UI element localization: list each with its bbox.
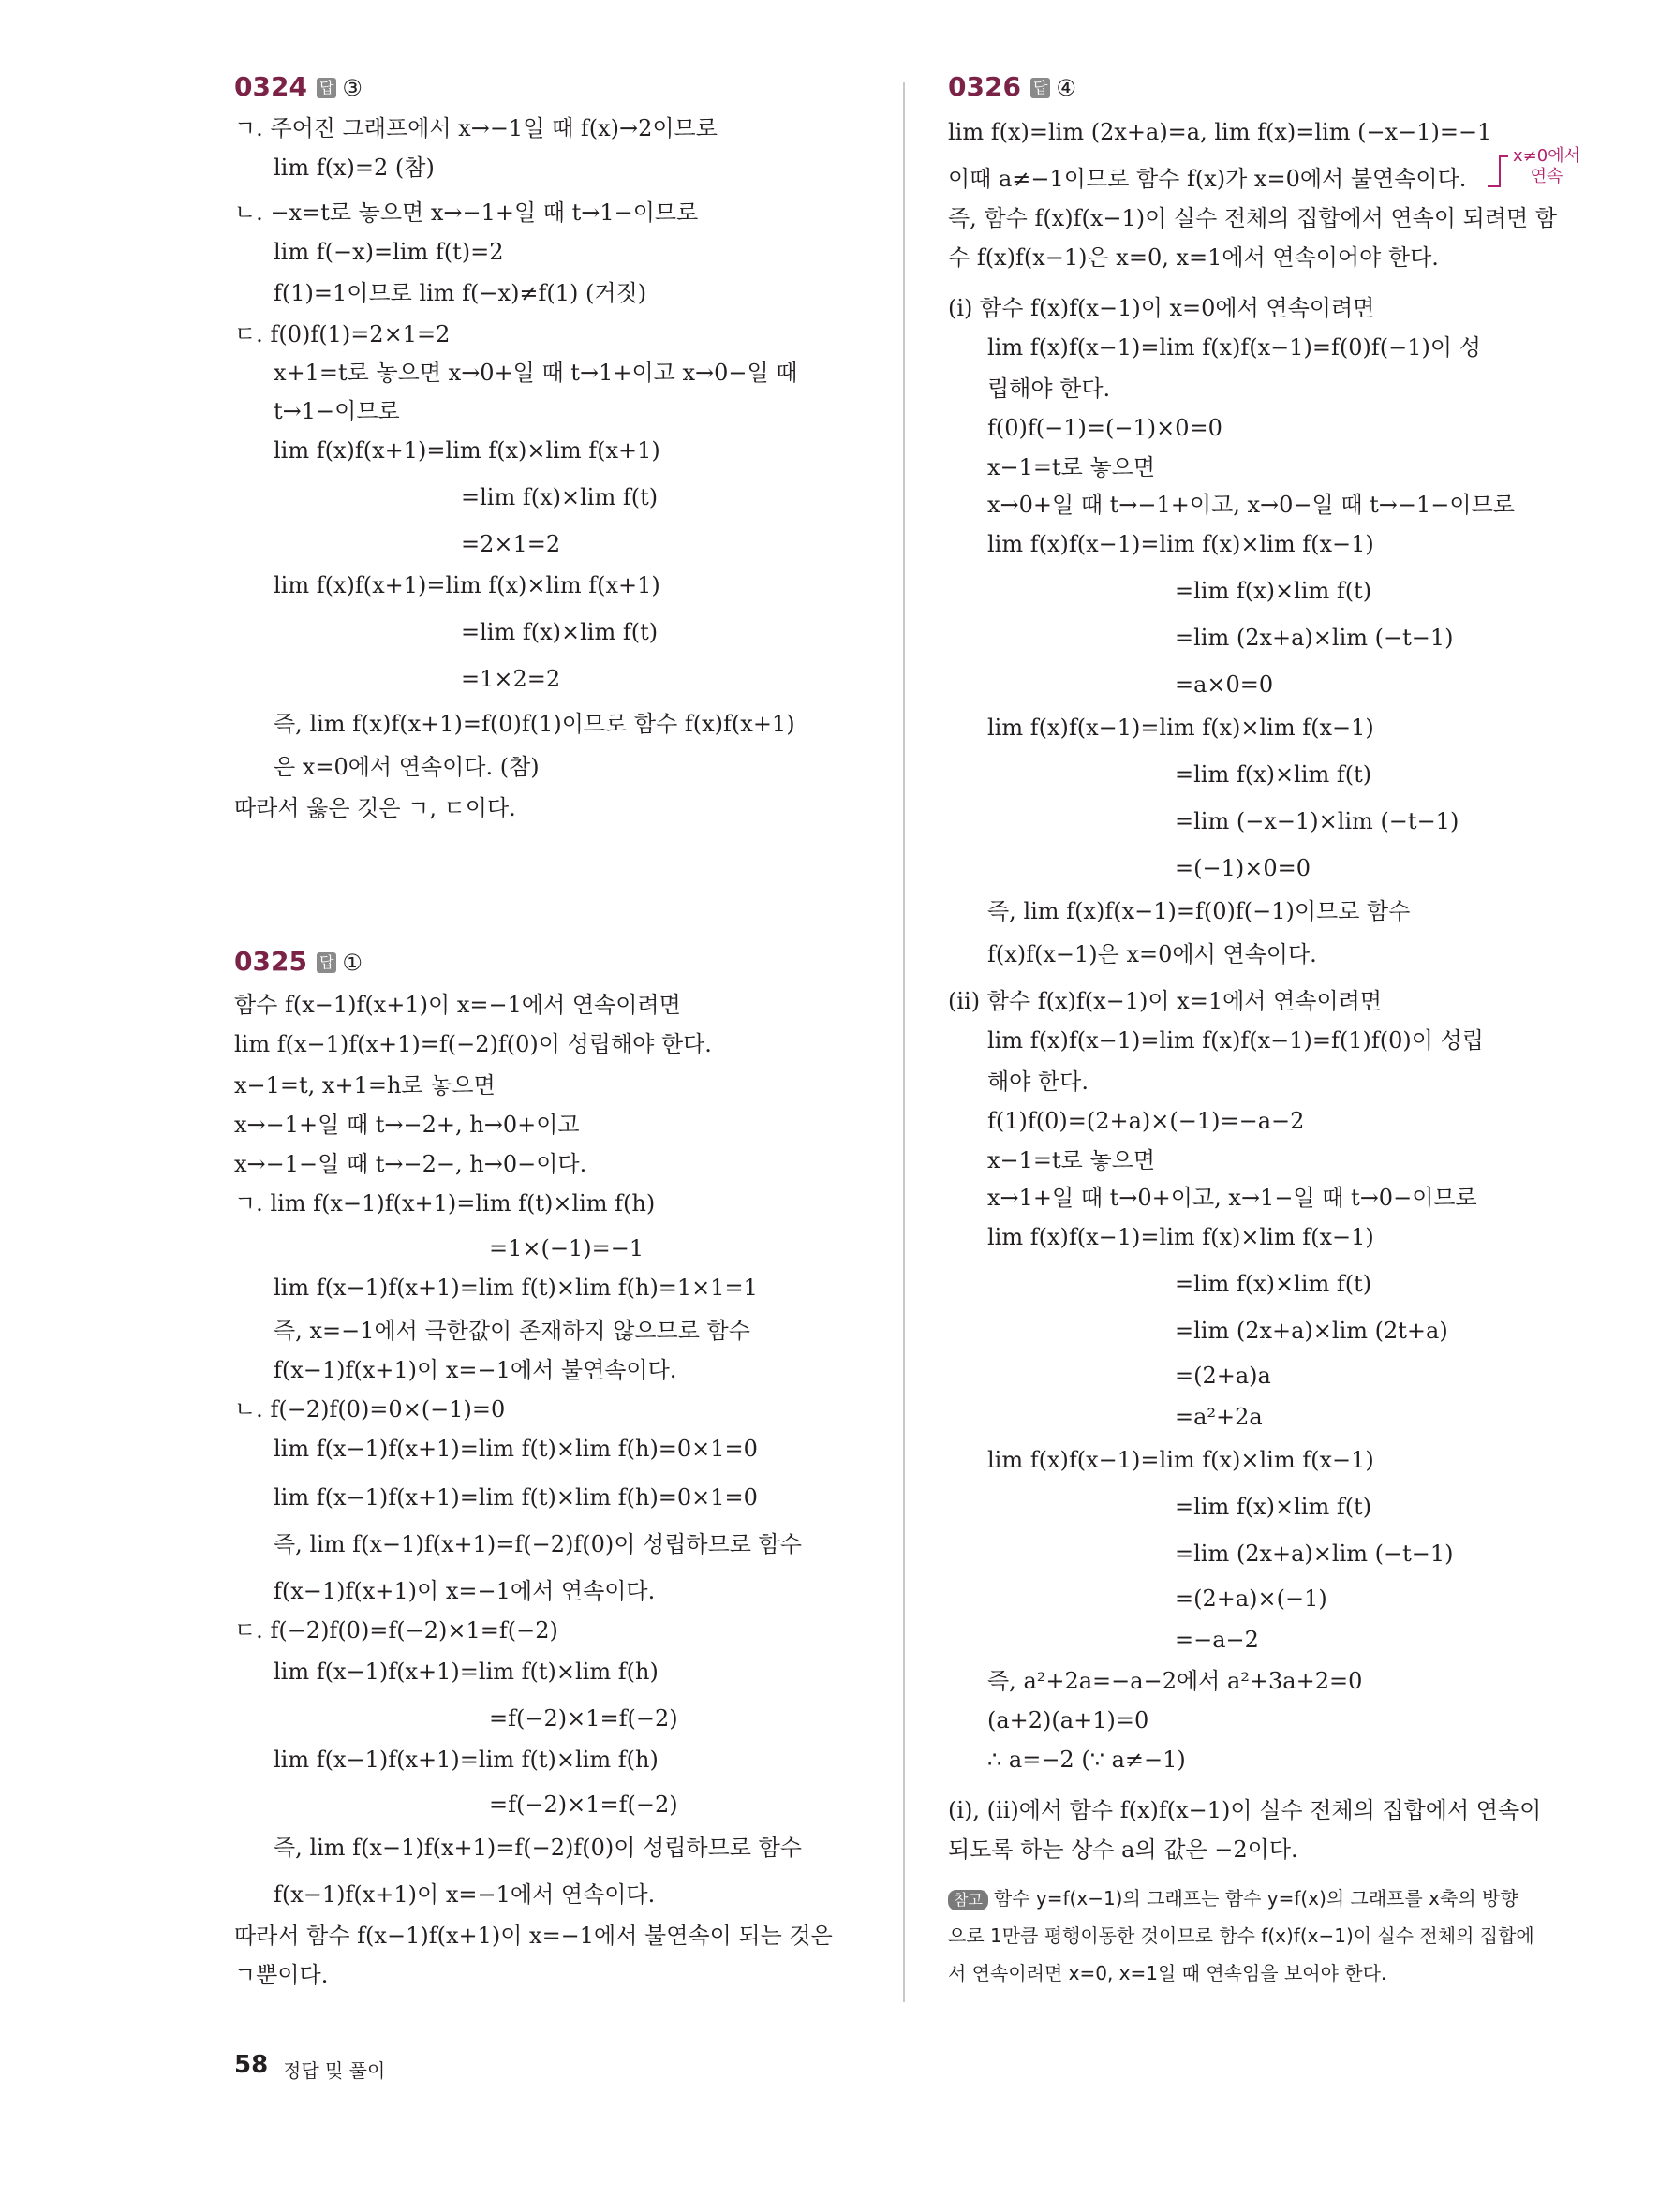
solution-line: =lim (2x+a)×lim (2t+a) — [1175, 1318, 1448, 1344]
answer-badge-icon: 답 — [317, 952, 336, 973]
q0324-number: 0324 — [234, 71, 307, 102]
section-title: 정답 및 풀이 — [283, 2059, 386, 2082]
solution-line: =a²+2a — [1175, 1404, 1263, 1430]
solution-line: f(x−1)f(x+1)이 x=−1에서 불연속이다. — [274, 1357, 677, 1383]
solution-line: =lim f(x)×lim f(t) — [461, 484, 659, 510]
solution-line: x−1=t로 놓으면 — [987, 1147, 1156, 1173]
solution-line: f(0)f(−1)=(−1)×0=0 — [987, 415, 1222, 441]
solution-line: (ⅱ) 함수 f(x)f(x−1)이 x=1에서 연속이려면 — [948, 988, 1383, 1014]
solution-line: lim f(x−1)f(x+1)=lim f(t)×lim f(h)=1×1=1 — [274, 1275, 758, 1301]
solution-line: =2×1=2 — [461, 531, 561, 557]
solution-line: 따라서 함수 f(x−1)f(x+1)이 x=−1에서 불연속이 되는 것은 — [234, 1923, 833, 1949]
solution-line: x+1=t로 놓으면 x→0+일 때 t→1+이고 x→0−일 때 — [274, 360, 798, 386]
q0325-answer: ① — [342, 950, 363, 976]
solution-line: lim f(x−1)f(x+1)=lim f(t)×lim f(h)=0×1=0 — [274, 1484, 758, 1511]
solution-line: ㄱ. 주어진 그래프에서 x→−1일 때 f(x)→2이므로 — [234, 115, 718, 141]
solution-line: (ⅰ), (ⅱ)에서 함수 f(x)f(x−1)이 실수 전체의 집합에서 연속이 — [948, 1797, 1542, 1823]
solution-line: 은 x=0에서 연속이다. (참) — [274, 754, 540, 780]
solution-line: ∴ a=−2 (∵ a≠−1) — [987, 1747, 1186, 1773]
reference-note-line — [948, 1884, 1518, 1912]
solution-line: 함수 f(x−1)f(x+1)이 x=−1에서 연속이려면 — [234, 992, 681, 1018]
solution-line: =a×0=0 — [1175, 671, 1274, 698]
solution-line: =lim f(x)×lim f(t) — [1175, 578, 1372, 604]
solution-line: =lim f(x)×lim f(t) — [1175, 761, 1372, 788]
q0326-header — [948, 73, 1076, 102]
solution-line: (a+2)(a+1)=0 — [987, 1707, 1149, 1733]
solution-line: 되도록 하는 상수 a의 값은 −2이다. — [948, 1836, 1298, 1863]
solution-line: lim f(x)f(x+1)=lim f(x)×lim f(x+1) — [274, 437, 660, 464]
solution-line: f(x−1)f(x+1)이 x=−1에서 연속이다. — [274, 1578, 656, 1604]
callout-arrow-icon — [1499, 155, 1508, 157]
solution-line: x−1=t로 놓으면 — [987, 454, 1156, 480]
answer-badge-icon: 답 — [1030, 78, 1050, 98]
solution-line: =(−1)×0=0 — [1175, 855, 1311, 881]
solution-line: lim f(x−1)f(x+1)=lim f(t)×lim f(h)=0×1=0 — [274, 1436, 758, 1462]
solution-line: t→1−이므로 — [274, 398, 400, 424]
solution-line: lim f(x)f(x−1)=lim f(x)f(x−1)=f(1)f(0)이 성립 — [987, 1027, 1484, 1054]
reference-note-line: 으로 1만큼 평행이동한 것이므로 함수 f(x)f(x−1)이 실수 전체의 집합에 — [948, 1924, 1534, 1947]
reference-note-line: 서 연속이려면 x=0, x=1일 때 연속임을 보여야 한다. — [948, 1962, 1387, 1984]
solution-line: =lim f(x)×lim f(t) — [1175, 1494, 1372, 1520]
solution-line: =1×2=2 — [461, 666, 561, 692]
callout-line: x≠0에서 — [1513, 146, 1580, 166]
q0326-answer: ④ — [1056, 75, 1076, 101]
solution-line: =f(−2)×1=f(−2) — [489, 1705, 678, 1732]
solution-line: f(x−1)f(x+1)이 x=−1에서 연속이다. — [274, 1881, 656, 1908]
solution-line: ㄷ. f(0)f(1)=2×1=2 — [234, 321, 451, 347]
solution-line: f(1)f(0)=(2+a)×(−1)=−a−2 — [987, 1108, 1305, 1134]
solution-line: f(x)f(x−1)은 x=0에서 연속이다. — [987, 941, 1317, 967]
callout-text — [1512, 146, 1581, 187]
solution-line: (ⅰ) 함수 f(x)f(x−1)이 x=0에서 연속이려면 — [948, 295, 1375, 321]
solution-line: lim f(x)f(x−1)=lim f(x)×lim f(x−1) — [987, 1224, 1374, 1250]
solution-line: 즉, 함수 f(x)f(x−1)이 실수 전체의 집합에서 연속이 되려면 함 — [948, 205, 1558, 231]
q0326-number: 0326 — [948, 71, 1021, 102]
solution-line: 해야 한다. — [987, 1069, 1089, 1095]
column-divider — [903, 82, 905, 2002]
solution-line: 수 f(x)f(x−1)은 x=0, x=1에서 연속이어야 한다. — [948, 244, 1439, 271]
solution-line: x→−1−일 때 t→−2−, h→0−이다. — [234, 1151, 587, 1177]
solution-line: =lim (2x+a)×lim (−t−1) — [1175, 625, 1454, 651]
solution-line: lim f(x−1)f(x+1)=lim f(t)×lim f(h) — [274, 1747, 659, 1773]
q0324-answer: ③ — [342, 75, 363, 101]
solution-line: =lim f(x)×lim f(t) — [1175, 1271, 1372, 1297]
solution-line: =lim (2x+a)×lim (−t−1) — [1175, 1541, 1454, 1567]
solution-line: lim f(x−1)f(x+1)=lim f(t)×lim f(h) — [274, 1659, 659, 1685]
solution-line: x−1=t, x+1=h로 놓으면 — [234, 1072, 496, 1099]
solution-line: ㄱ뿐이다. — [234, 1962, 329, 1988]
solution-line: f(1)=1이므로 lim f(−x)≠f(1) (거짓) — [274, 280, 647, 306]
solution-line: lim f(x)f(x−1)=lim f(x)×lim f(x−1) — [987, 715, 1374, 741]
page-number: 58 — [234, 2051, 269, 2079]
solution-line: lim f(x)=2 (참) — [274, 155, 435, 181]
q0325-header — [234, 948, 363, 977]
solution-line: lim f(x−1)f(x+1)=f(−2)f(0)이 성립해야 한다. — [234, 1031, 712, 1057]
solution-line: =1×(−1)=−1 — [489, 1235, 644, 1261]
solution-line: lim f(x)f(x+1)=lim f(x)×lim f(x+1) — [274, 572, 660, 598]
q0324-header — [234, 73, 363, 102]
solution-line: ㄴ. f(−2)f(0)=0×(−1)=0 — [234, 1396, 506, 1423]
solution-line: ㄱ. lim f(x−1)f(x+1)=lim f(t)×lim f(h) — [234, 1190, 656, 1217]
solution-line: =(2+a)×(−1) — [1175, 1585, 1327, 1612]
solution-line: x→0+일 때 t→−1+이고, x→0−일 때 t→−1−이므로 — [987, 492, 1515, 518]
solution-line: =−a−2 — [1175, 1627, 1259, 1653]
solution-line: 즉, lim f(x)f(x−1)=f(0)f(−1)이므로 함수 — [987, 898, 1411, 924]
solution-line: 즉, x=−1에서 극한값이 존재하지 않으므로 함수 — [274, 1318, 750, 1344]
solution-line: x→−1+일 때 t→−2+, h→0+이고 — [234, 1112, 580, 1138]
answer-badge-icon: 답 — [317, 78, 336, 98]
solution-line: 이때 a≠−1이므로 함수 f(x)가 x=0에서 불연속이다. — [948, 166, 1467, 192]
solution-line: ㄴ. −x=t로 놓으면 x→−1+일 때 t→1−이므로 — [234, 199, 699, 226]
solution-line: 따라서 옳은 것은 ㄱ, ㄷ이다. — [234, 795, 516, 821]
solution-line: =lim f(x)×lim f(t) — [461, 619, 659, 645]
note-text: 함수 y=f(x−1)의 그래프는 함수 y=f(x)의 그래프를 x축의 방향 — [993, 1887, 1518, 1910]
solution-line: x→1+일 때 t→0+이고, x→1−일 때 t→0−이므로 — [987, 1185, 1477, 1211]
solution-line: 즉, a²+2a=−a−2에서 a²+3a+2=0 — [987, 1668, 1363, 1694]
q0325-number: 0325 — [234, 946, 307, 977]
solution-line: lim f(x)=lim (2x+a)=a, lim f(x)=lim (−x−1)=−1 — [948, 119, 1492, 145]
solution-line: lim f(−x)=lim f(t)=2 — [274, 239, 504, 265]
solution-line: 립해야 한다. — [987, 376, 1111, 402]
callout-connector — [1499, 155, 1501, 187]
solution-line: =f(−2)×1=f(−2) — [489, 1792, 678, 1818]
solution-line: lim f(x)f(x−1)=lim f(x)×lim f(x−1) — [987, 531, 1374, 557]
reference-badge-icon: 참고 — [948, 1890, 988, 1910]
solution-line: 즉, lim f(x−1)f(x+1)=f(−2)f(0)이 성립하므로 함수 — [274, 1835, 802, 1861]
solution-line: =(2+a)a — [1175, 1363, 1271, 1389]
solution-line: 즉, lim f(x−1)f(x+1)=f(−2)f(0)이 성립하므로 함수 — [274, 1531, 802, 1557]
solution-line: 즉, lim f(x)f(x+1)=f(0)f(1)이므로 함수 f(x)f(x+1) — [274, 711, 795, 737]
solution-line: lim f(x)f(x−1)=lim f(x)×lim f(x−1) — [987, 1447, 1374, 1473]
callout-line: 연속 — [1530, 167, 1563, 186]
solution-line: ㄷ. f(−2)f(0)=f(−2)×1=f(−2) — [234, 1617, 558, 1644]
solution-line: lim f(x)f(x−1)=lim f(x)f(x−1)=f(0)f(−1)이 성 — [987, 334, 1481, 361]
solution-line: =lim (−x−1)×lim (−t−1) — [1175, 808, 1459, 834]
